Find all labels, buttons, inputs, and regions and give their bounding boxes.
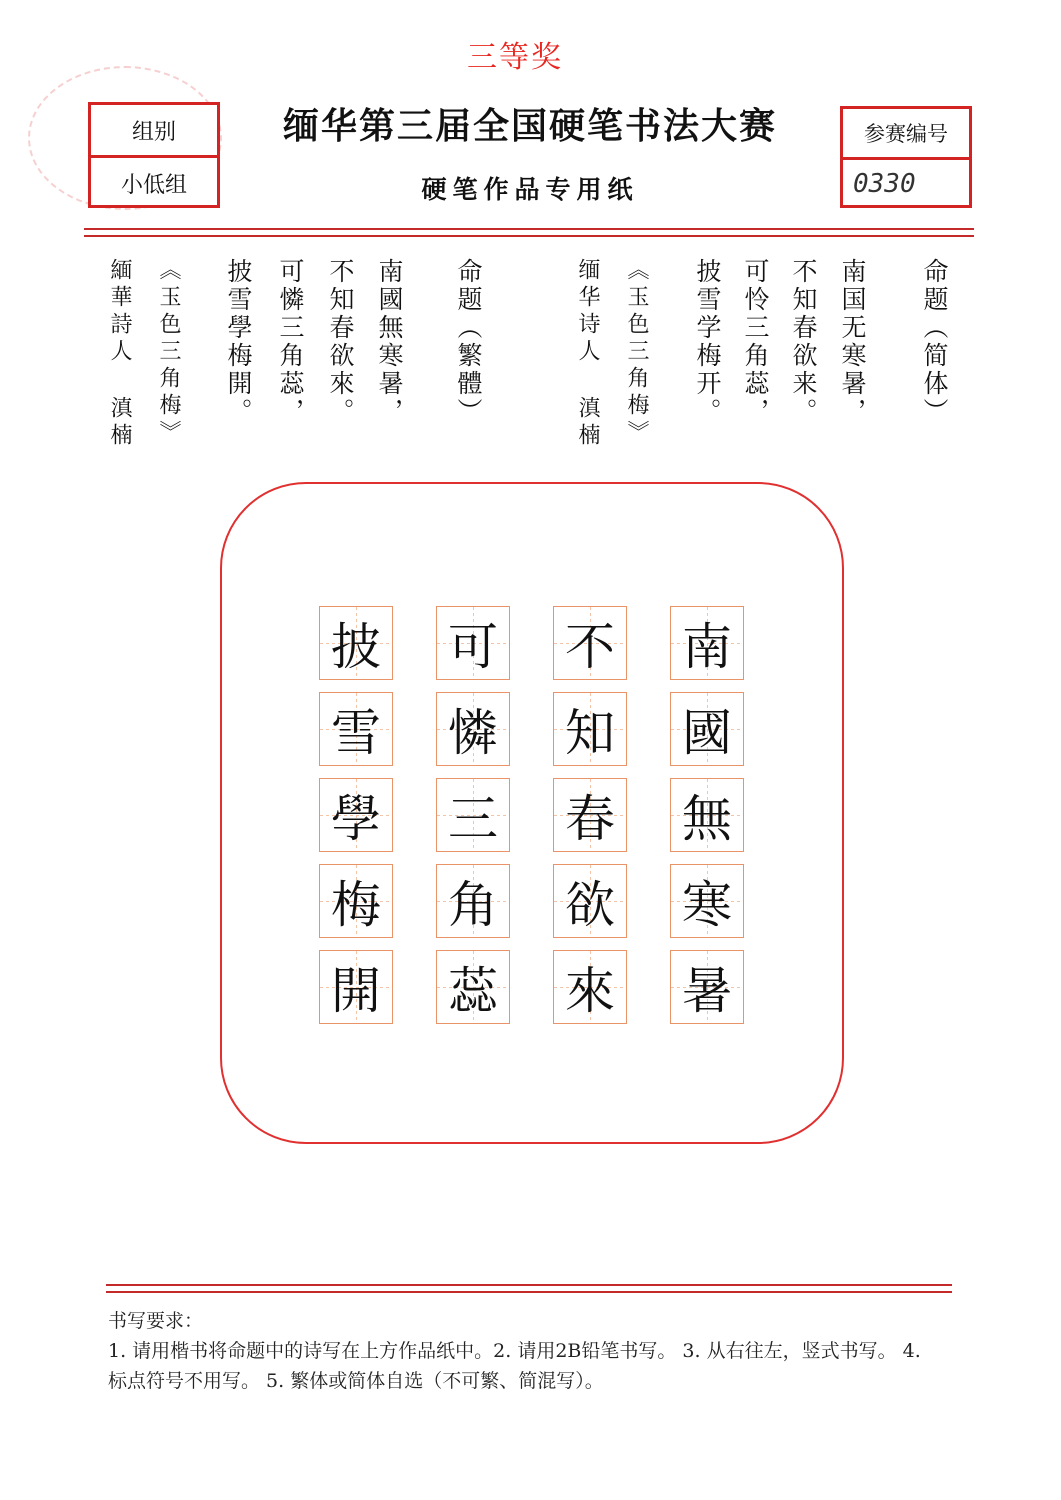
grid-cell: 雪 — [319, 692, 393, 766]
top-rule-2 — [84, 235, 974, 237]
grid-cell: 國 — [670, 692, 744, 766]
traditional-line-4: 披雪學梅開。 — [224, 258, 253, 426]
group-label: 组别 — [91, 105, 217, 158]
grid-cell: 可 — [436, 606, 510, 680]
calligraphy-column-3 — [436, 606, 510, 1036]
simplified-line-4: 披雪学梅开。 — [693, 258, 722, 426]
grid-cell: 梅 — [319, 864, 393, 938]
entry-number-value: 0330 — [853, 169, 916, 199]
grid-cell: 暑 — [670, 950, 744, 1024]
simplified-line-2: 不知春欲来。 — [789, 258, 818, 426]
group-box — [88, 102, 220, 208]
entry-number-box — [840, 106, 972, 208]
simplified-author: 缅华诗人 滇楠 — [575, 258, 600, 450]
grid-cell: 蕊 — [436, 950, 510, 1024]
grid-cell: 角 — [436, 864, 510, 938]
bottom-rule-1 — [106, 1284, 952, 1286]
traditional-line-3: 可憐三角蕊， — [276, 258, 305, 426]
grid-cell: 寒 — [670, 864, 744, 938]
calligraphy-column-1 — [670, 606, 744, 1036]
grid-cell: 知 — [553, 692, 627, 766]
traditional-heading: 命题（繁體） — [454, 258, 483, 426]
award-label: 三等奖 — [467, 40, 563, 75]
bottom-rule-2 — [106, 1291, 952, 1293]
grid-cell: 開 — [319, 950, 393, 1024]
work-area-frame — [220, 482, 844, 1144]
traditional-author: 緬華詩人 滇楠 — [107, 258, 132, 450]
entry-number-label: 参赛编号 — [843, 109, 969, 160]
grid-cell: 學 — [319, 778, 393, 852]
grid-cell: 憐 — [436, 692, 510, 766]
grid-cell: 不 — [553, 606, 627, 680]
top-rule-1 — [84, 228, 974, 230]
group-value: 小低组 — [120, 172, 187, 198]
simplified-heading: 命题（简体） — [920, 258, 949, 426]
grid-cell: 三 — [436, 778, 510, 852]
calligraphy-column-2 — [553, 606, 627, 1036]
grid-cell: 春 — [553, 778, 627, 852]
grid-cell: 披 — [319, 606, 393, 680]
calligraphy-column-4 — [319, 606, 393, 1036]
grid-cell: 南 — [670, 606, 744, 680]
contest-title: 缅华第三届全国硬笔书法大赛 — [282, 105, 777, 147]
requirements-text: 1. 请用楷书将命题中的诗写在上方作品纸中。2. 请用2B铅笔书写。 3. 从右往左，竖式书写。 4. 标点符号不用写。 5. 繁体或简体自选（不可繁、简混写）。 — [108, 1340, 921, 1392]
simplified-poem-title: 《玉色三角梅》 — [624, 258, 649, 447]
grid-cell: 欲 — [553, 864, 627, 938]
traditional-poem-title: 《玉色三角梅》 — [156, 258, 181, 447]
grid-cell: 來 — [553, 950, 627, 1024]
simplified-line-3: 可怜三角蕊， — [741, 258, 770, 426]
grid-cell: 無 — [670, 778, 744, 852]
traditional-line-1: 南國無寒暑， — [375, 258, 404, 426]
paper-subtitle: 硬笔作品专用纸 — [421, 175, 639, 204]
requirements-title: 书写要求： — [108, 1310, 204, 1332]
simplified-line-1: 南国无寒暑， — [838, 258, 867, 426]
traditional-line-2: 不知春欲來。 — [326, 258, 355, 426]
